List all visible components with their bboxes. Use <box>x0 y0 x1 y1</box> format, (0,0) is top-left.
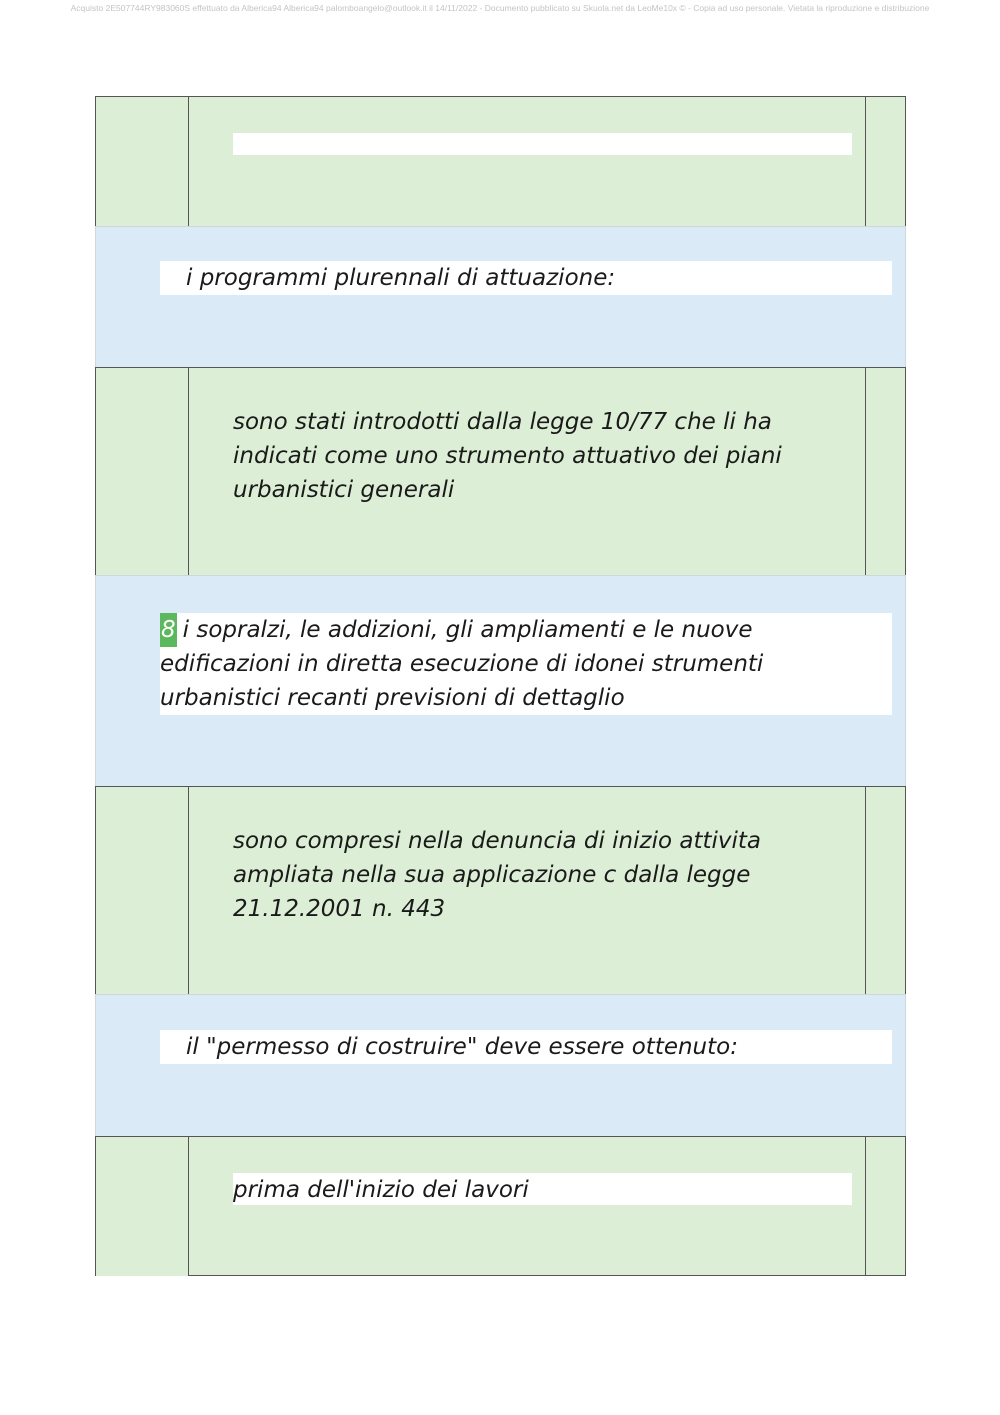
watermark: Acquisto 2E507744RY983060S effettuato da Alberica94 Alberica94 palomboangelo@outlook.it il 14/11/2022 - Documento pubblicato su Skuola.net da LeoMe10x © - Copia ad uso personale. Vietata la riproduzione e distribuzione <box>70 3 930 13</box>
question-text-box <box>160 1030 892 1064</box>
answer-block-1 <box>95 97 906 226</box>
question-body: i sopralzi, le addizioni, gli ampliamenti e le nuove edificazioni in diretta esecuzione di idonei strumenti urbanistici recanti previsioni di dettaglio <box>160 617 764 711</box>
question-block-1 <box>95 226 906 368</box>
table-border-bottom <box>188 1275 906 1276</box>
column-divider-right <box>865 1137 866 1276</box>
question-text: il "permesso di costruire" deve essere ottenuto: <box>186 1034 738 1060</box>
column-divider-right <box>865 787 866 994</box>
question-block-2 <box>95 575 906 787</box>
answer-text-box <box>233 133 852 155</box>
answer-block-3 <box>95 787 906 994</box>
answer-block-2 <box>95 368 906 575</box>
answer-text: sono stati introdotti dalla legge 10/77 che li ha indicati come uno strumento attuativo dei piani urbanistici generali <box>233 409 782 503</box>
column-divider-left <box>188 368 189 575</box>
question-text: i programmi plurennali di attuazione: <box>186 265 616 291</box>
answer-block-4 <box>95 1137 906 1276</box>
column-divider-left <box>188 97 189 226</box>
question-number-badge: 8 <box>160 613 177 647</box>
column-divider-left <box>188 787 189 994</box>
question-text-box <box>160 613 892 715</box>
question-text-box <box>160 261 892 295</box>
question-text <box>160 613 892 715</box>
question-block-3 <box>95 994 906 1137</box>
column-divider-right <box>865 368 866 575</box>
column-divider-right <box>865 97 866 226</box>
answer-text-box <box>233 1173 852 1205</box>
column-divider-left <box>188 1137 189 1276</box>
answer-text: prima dell'inizio dei lavori <box>233 1177 529 1203</box>
answer-text: sono compresi nella denuncia di inizio attivita ampliata nella sua applicazione c dalla legge 21.12.2001 n. 443 <box>233 828 762 922</box>
